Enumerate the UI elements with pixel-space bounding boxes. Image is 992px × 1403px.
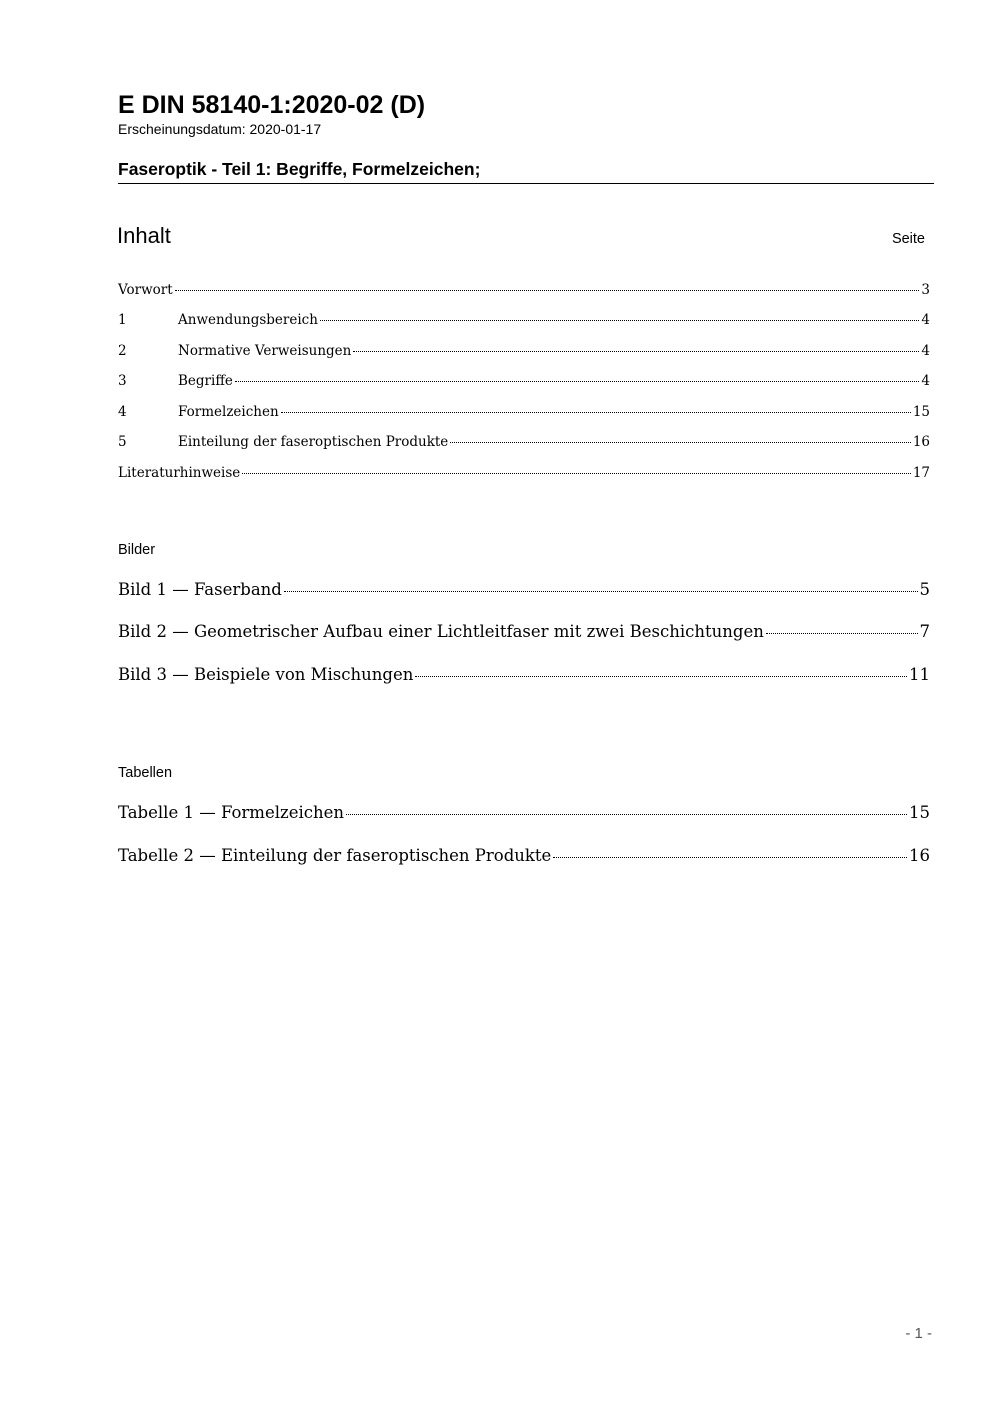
figure-entry-text: Bild 3 — Beispiele von Mischungen (118, 665, 414, 684)
table-entry-text: Tabelle 2 — Einteilung der faseroptischen Produkte (118, 846, 552, 865)
figure-entry-page: 7 (919, 622, 930, 641)
toc-entry-anwendungsbereich[interactable] (118, 310, 930, 330)
dot-leader (281, 411, 911, 413)
dot-leader (415, 675, 907, 677)
table-entry-2[interactable] (118, 844, 930, 868)
toc-entry-page: 4 (921, 373, 930, 389)
publication-date: Erscheinungsdatum: 2020-01-17 (118, 121, 322, 137)
dot-leader (450, 441, 911, 443)
title-divider (118, 183, 934, 184)
dot-leader (553, 856, 907, 858)
toc-entry-begriffe[interactable] (118, 371, 930, 391)
toc-entry-page: 3 (921, 282, 930, 298)
toc-entry-literaturhinweise[interactable] (118, 463, 930, 483)
toc-entry-text: Literaturhinweise (118, 465, 241, 481)
figure-entry-text: Bild 2 — Geometrischer Aufbau einer Lichtleitfaser mit zwei Beschichtungen (118, 622, 764, 641)
page-column-label: Seite (891, 231, 925, 247)
toc-entry-page: 15 (912, 404, 930, 420)
dot-leader (284, 590, 918, 592)
toc-entry-einteilung[interactable] (118, 432, 930, 452)
toc-entry-normative-verweisungen[interactable] (118, 341, 930, 361)
figure-entry-3[interactable] (118, 663, 930, 687)
toc-entry-page: 17 (912, 465, 930, 481)
dot-leader (175, 289, 920, 291)
dot-leader (353, 350, 919, 352)
figure-entry-1[interactable] (118, 578, 930, 602)
toc-entry-number: 1 (118, 312, 127, 328)
document-title: Faseroptik - Teil 1: Begriffe, Formelzeichen; (118, 159, 481, 179)
figure-entry-page: 5 (919, 580, 930, 599)
toc-entry-number: 4 (118, 404, 127, 420)
dot-leader (235, 380, 920, 382)
table-entry-text: Tabelle 1 — Formelzeichen (118, 803, 344, 822)
dot-leader (766, 632, 918, 634)
table-entry-1[interactable] (118, 801, 930, 825)
dot-leader (346, 813, 907, 815)
dot-leader (242, 472, 911, 474)
toc-entry-page: 16 (912, 434, 930, 450)
figure-entry-page: 11 (909, 665, 930, 684)
toc-entry-text: Anwendungsbereich (178, 312, 318, 328)
page-number: - 1 - (905, 1325, 932, 1342)
figures-label: Bilder (118, 542, 156, 558)
toc-entry-number: 5 (118, 434, 127, 450)
toc-entry-text: Begriffe (178, 373, 233, 389)
document-id: E DIN 58140-1:2020-02 (D) (118, 91, 426, 119)
table-entry-page: 16 (909, 846, 930, 865)
toc-entry-text: Normative Verweisungen (178, 343, 352, 359)
toc-entry-text: Vorwort (118, 282, 173, 298)
toc-entry-formelzeichen[interactable] (118, 402, 930, 422)
toc-entry-text: Formelzeichen (178, 404, 279, 420)
table-entry-page: 15 (909, 803, 930, 822)
tables-label: Tabellen (118, 765, 173, 781)
figure-entry-2[interactable] (118, 620, 930, 644)
toc-entry-number: 2 (118, 343, 127, 359)
toc-entry-page: 4 (921, 343, 930, 359)
toc-entry-number: 3 (118, 373, 127, 389)
toc-entry-text: Einteilung der faseroptischen Produkte (178, 434, 449, 450)
toc-entry-vorwort[interactable] (118, 280, 930, 300)
dot-leader (320, 319, 919, 321)
figure-entry-text: Bild 1 — Faserband (118, 580, 282, 599)
toc-entry-page: 4 (921, 312, 930, 328)
toc-heading: Inhalt (117, 223, 171, 248)
